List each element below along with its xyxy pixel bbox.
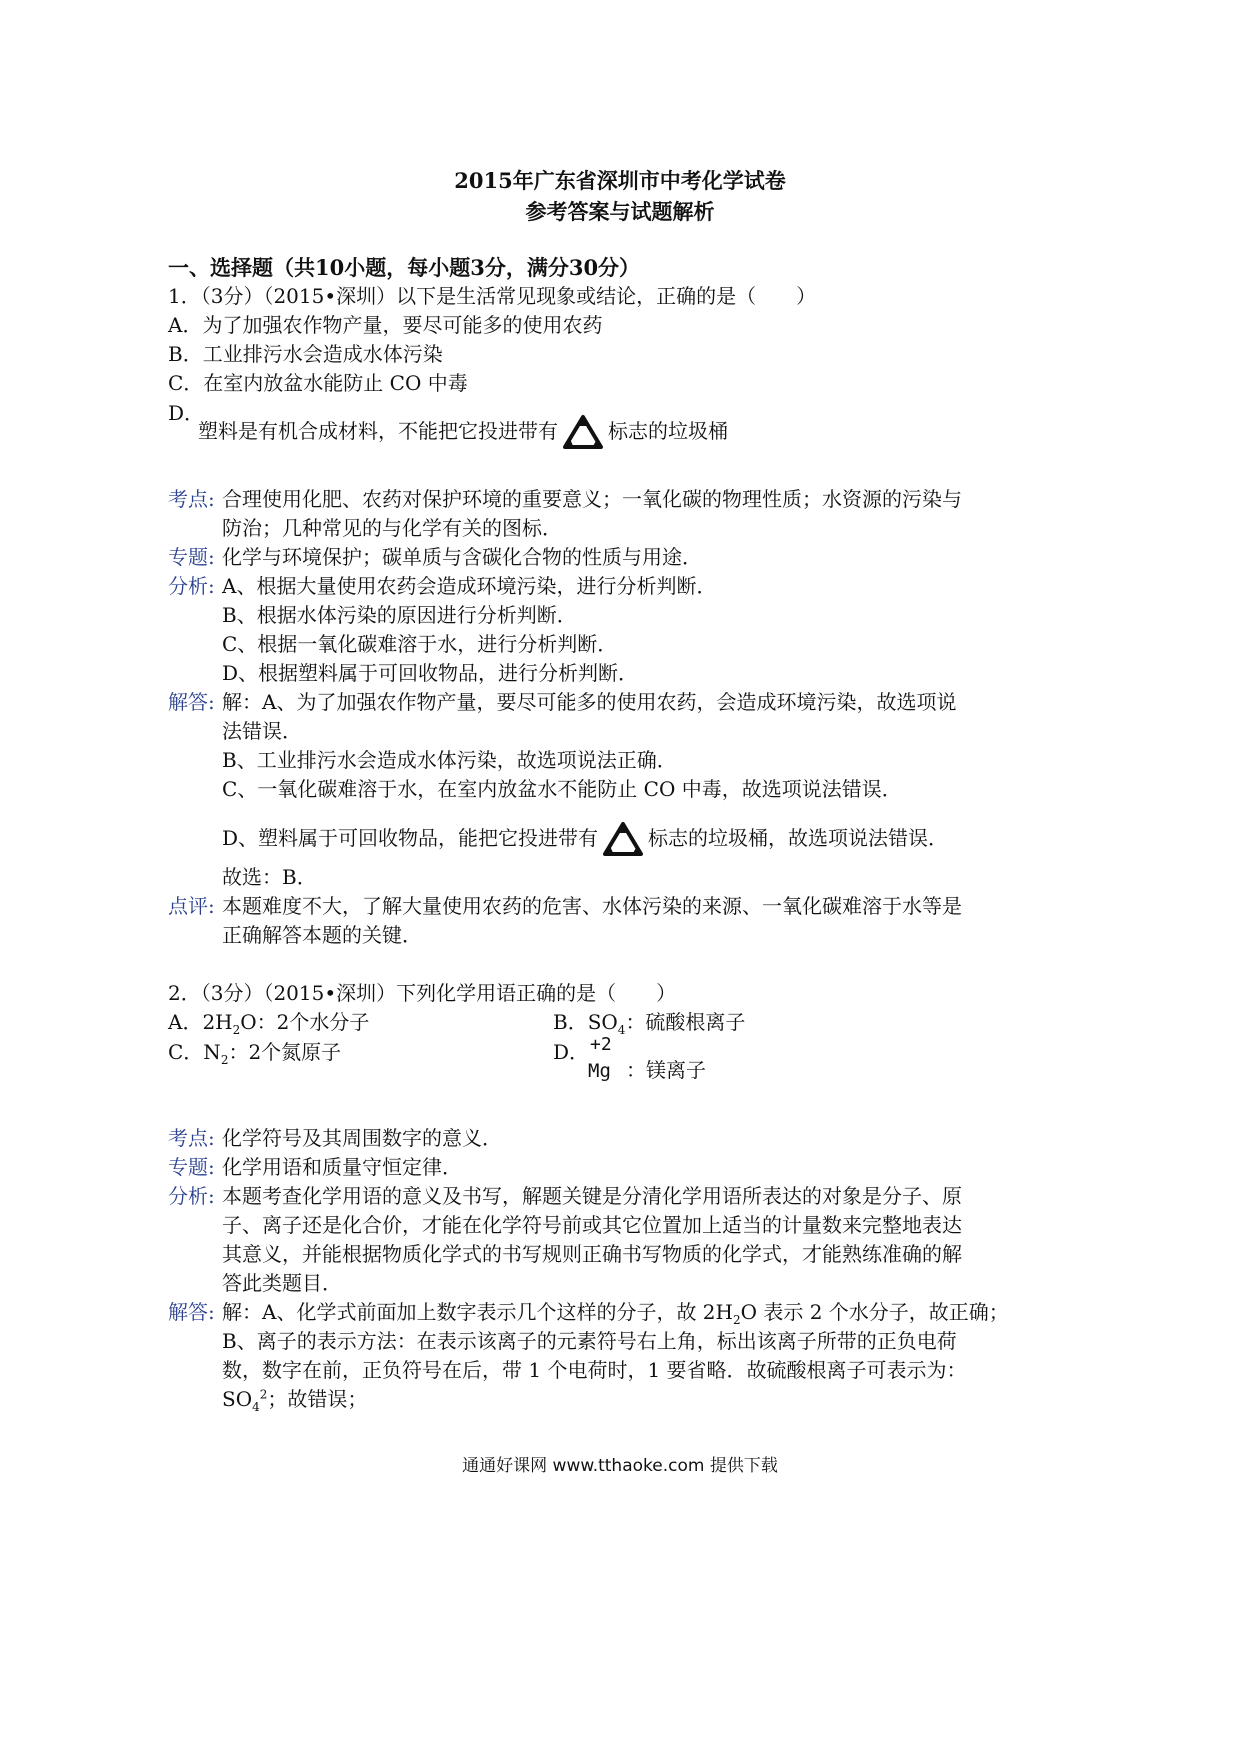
q2-zhuanti: 化学用语和质量守恒定律． <box>222 1155 462 1179</box>
q1-jieda-a1: 解：A、为了加强农作物产量，要尽可能多的使用农药，会造成环境污染，故选项说 <box>222 690 957 714</box>
document-title: 2015年广东省深圳市中考化学试卷 <box>454 168 786 193</box>
q2-zhuanti-label: 专题: <box>168 1155 215 1179</box>
q2-option-a-text: O：2个水分子 <box>240 1010 370 1034</box>
q1-stem: 1．（3分）（2015•深圳）以下是生活常见现象或结论，正确的是（ ） <box>168 284 817 308</box>
q2-kaodian-label: 考点: <box>168 1126 215 1150</box>
q2-jieda-a-text: 解：A、化学式前面加上数字表示几个这样的分子，故 2H <box>222 1300 733 1324</box>
q1-jieda-b: B、工业排污水会造成水体污染，故选项说法正确． <box>222 748 677 772</box>
q2-jieda-a <box>222 1300 1009 1327</box>
q2-option-d-charge: +2 <box>590 1034 612 1055</box>
q1-kaodian-line2: 防治；几种常见的与化学有关的图标． <box>222 516 562 540</box>
q2-fenxi-label: 分析: <box>168 1184 215 1208</box>
q1-option-d <box>198 410 728 452</box>
q1-fenxi-c: C、根据一氧化碳难溶于水，进行分析判断． <box>222 632 618 656</box>
q2-stem: 2．（3分）（2015•深圳）下列化学用语正确的是（ ） <box>168 981 677 1005</box>
q2-fenxi-line4: 答此类题目． <box>222 1271 342 1295</box>
q2-option-b-formula: B．SO <box>553 1010 618 1034</box>
q2-jieda-b3-superscript: 2 <box>259 1387 268 1402</box>
q2-option-d-text: ：镁离子 <box>626 1058 706 1082</box>
q1-option-d-label: D． <box>168 401 205 425</box>
q1-fenxi-b: B、根据水体污染的原因进行分析判断． <box>222 603 577 627</box>
q1-jieda-a2: 法错误． <box>222 719 302 743</box>
q1-fenxi-d: D、根据塑料属于可回收物品，进行分析判断． <box>222 661 639 685</box>
q2-fenxi-line1: 本题考查化学用语的意义及书写，解题关键是分清化学用语所表达的对象是分子、原 <box>222 1184 962 1208</box>
q2-option-a-subscript: 2 <box>232 1023 241 1037</box>
q2-jieda-b2: 数，数字在前，正负符号在后，带 1 个电荷时，1 要省略．故硫酸根离子可表示为： <box>222 1358 967 1382</box>
q1-kaodian-line1: 合理使用化肥、农药对保护环境的重要意义；一氧化碳的物理性质；水资源的污染与 <box>222 487 962 511</box>
q2-option-c-subscript: 2 <box>220 1053 229 1067</box>
q1-option-d-text-after: 标志的垃圾桶 <box>608 419 728 443</box>
q1-zhuanti: 化学与环境保护；碳单质与含碳化合物的性质与用途． <box>222 545 702 569</box>
section-title: 一、选择题（共10小题，每小题3分，满分30分） <box>168 255 641 280</box>
page-footer: 通通好课网 www.tthaoke.com 提供下载 <box>462 1456 778 1476</box>
q2-option-c-text: ：2个氮原子 <box>228 1040 342 1064</box>
q2-option-d-symbol: Mg <box>588 1060 611 1082</box>
q2-option-a <box>168 1010 370 1037</box>
q1-jieda-d-text-after: 标志的垃圾桶，故选项说法错误． <box>648 826 949 850</box>
q2-jieda-b3-formula: SO <box>222 1387 253 1411</box>
q2-option-d <box>588 1034 624 1088</box>
q2-option-d-label: D． <box>553 1040 590 1064</box>
q2-jieda-b3-text: ；故错误； <box>267 1387 368 1411</box>
q1-zhuanti-label: 专题: <box>168 545 215 569</box>
q1-option-c: C．在室内放盆水能防止 CO 中毒 <box>168 371 468 395</box>
q1-fenxi-a: A、根据大量使用农药会造成环境污染，进行分析判断． <box>222 574 717 598</box>
q1-option-a: A．为了加强农作物产量，要尽可能多的使用农药 <box>168 313 603 337</box>
q2-jieda-b3 <box>222 1387 368 1414</box>
q1-fenxi-label: 分析: <box>168 574 215 598</box>
q1-dianping-label: 点评: <box>168 894 215 918</box>
q2-option-b <box>553 1010 746 1037</box>
recycle-icon <box>562 414 604 452</box>
q2-jieda-label: 解答: <box>168 1300 215 1324</box>
q1-option-b: B．工业排污水会造成水体污染 <box>168 342 443 366</box>
q2-option-b-subscript: 4 <box>617 1023 626 1037</box>
q1-dianping-line1: 本题难度不大，了解大量使用农药的危害、水体污染的来源、一氧化碳难溶于水等是 <box>222 894 962 918</box>
q2-kaodian: 化学符号及其周围数字的意义． <box>222 1126 502 1150</box>
q2-option-c <box>168 1040 342 1067</box>
q2-option-a-formula: A．2H <box>168 1010 233 1034</box>
q2-jieda-a-subscript: 2 <box>732 1313 741 1327</box>
q1-option-d-text-before: 塑料是有机合成材料，不能把它投进带有 <box>198 419 558 443</box>
q2-jieda-b1: B、离子的表示方法：在表示该离子的元素符号右上角，标出该离子所带的正负电荷 <box>222 1329 957 1353</box>
recycle-icon <box>602 821 644 859</box>
q2-fenxi-line2: 子、离子还是化合价，才能在化学符号前或其它位置加上适当的计量数来完整地表达 <box>222 1213 962 1237</box>
q1-jieda-d-text-before: D、塑料属于可回收物品，能把它投进带有 <box>222 826 599 850</box>
q1-jieda-c: C、一氧化碳难溶于水，在室内放盆水不能防止 CO 中毒，故选项说法错误． <box>222 777 902 801</box>
q2-option-c-formula: C．N <box>168 1040 221 1064</box>
q1-jieda-choice: 故选：B． <box>222 865 317 889</box>
q2-option-d-ion <box>588 1034 624 1082</box>
q2-jieda-b3-subscript: 4 <box>252 1400 260 1414</box>
q1-dianping-line2: 正确解答本题的关键． <box>222 923 422 947</box>
q2-jieda-a-text-end: O 表示 2 个水分子，故正确； <box>740 1300 1009 1324</box>
q2-option-b-text: ：硫酸根离子 <box>625 1010 746 1034</box>
q1-jieda-d <box>222 817 948 859</box>
q1-jieda-label: 解答: <box>168 690 215 714</box>
q2-fenxi-line3: 其意义，并能根据物质化学式的书写规则正确书写物质的化学式，才能熟练准确的解 <box>222 1242 962 1266</box>
document-subtitle: 参考答案与试题解析 <box>525 199 715 224</box>
q1-kaodian-label: 考点: <box>168 487 215 511</box>
